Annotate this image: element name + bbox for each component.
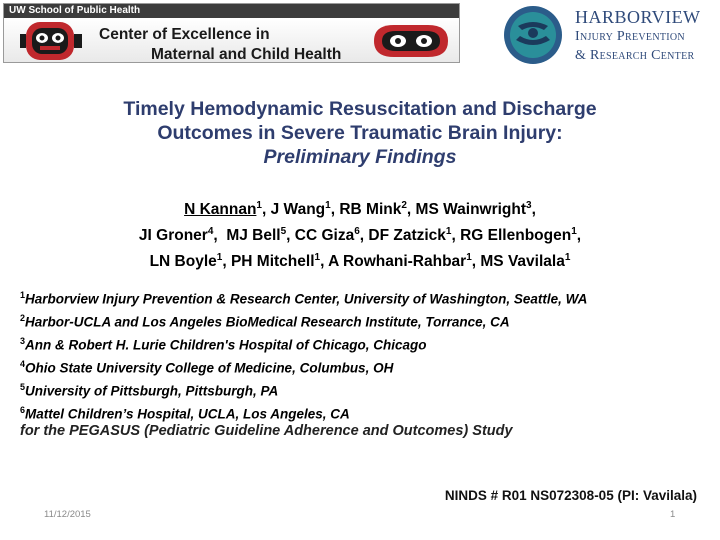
author-affiliation-number: 1 [256, 200, 262, 211]
footer-date: 11/12/2015 [44, 509, 91, 520]
author-name: RG Ellenbogen [460, 227, 572, 245]
harborview-subtitle-line3: & Research Center [575, 48, 695, 63]
affiliation-item [20, 309, 710, 332]
affiliation-item [20, 355, 710, 378]
author-affiliation-number: 1 [445, 226, 452, 238]
harborview-name: HARBORVIEW [575, 7, 701, 27]
author-affiliation-number: 2 [401, 200, 407, 211]
author-separator: , [406, 201, 416, 219]
center-title [99, 25, 341, 63]
affiliation-number: 6 [20, 405, 26, 415]
harborview-wordmark [575, 7, 701, 65]
author-name: DF Zatzick [368, 227, 446, 245]
affiliation-text: Ohio State University College of Medicine, Columbus, OH [25, 360, 394, 376]
author-separator: , [213, 227, 227, 245]
affiliation-text: Harbor-UCLA and Los Angeles BioMedical Research Institute, Torrance, CA [25, 314, 510, 330]
author-line [20, 221, 700, 247]
author-affiliation-number: 1 [325, 200, 331, 211]
author-affiliation-number: 5 [280, 226, 287, 238]
uw-school-label: UW School of Public Health [4, 4, 459, 18]
center-title-line1: Center of Excellence in [99, 26, 270, 43]
author-name: N Kannan [184, 201, 257, 219]
affiliation-list [20, 286, 710, 424]
title-subtitle: Preliminary Findings [263, 146, 457, 168]
affiliation-item [20, 286, 710, 309]
affiliation-number: 4 [20, 359, 26, 369]
uw-mch-banner [3, 3, 460, 63]
slide-title [20, 97, 700, 169]
author-separator: , [359, 227, 369, 245]
grant-number: NINDS # R01 NS072308-05 (PI: Vavilala) [444, 488, 697, 503]
author-name: MS Vavilala [480, 253, 565, 271]
study-statement: for the PEGASUS (Pediatric Guideline Adherence and Outcomes) Study [20, 423, 513, 439]
author-affiliation-number: 4 [207, 226, 214, 238]
northwest-art-left-icon [20, 20, 82, 62]
author-separator: , [471, 253, 481, 271]
author-name: LN Boyle [149, 253, 217, 271]
affiliation-number: 3 [20, 336, 26, 346]
author-affiliation-number: 3 [526, 200, 532, 211]
harborview-logo-icon [498, 4, 568, 66]
affiliation-text: Mattel Children’s Hospital, UCLA, Los Angeles, CA [25, 406, 350, 422]
author-separator: , [320, 253, 329, 271]
page-number: 1 [670, 509, 676, 520]
author-line [20, 247, 700, 273]
banner-body [4, 18, 459, 62]
author-affiliation-number: 1 [571, 226, 577, 238]
affiliation-number: 5 [20, 382, 26, 392]
author-name: A Rowhani-Rahbar [328, 253, 467, 271]
author-separator: , [576, 227, 582, 245]
author-separator: , [451, 227, 461, 245]
author-affiliation-number: 1 [466, 252, 472, 264]
author-line [20, 195, 700, 221]
author-affiliation-number: 6 [354, 226, 360, 238]
affiliation-number: 2 [20, 313, 26, 323]
author-name: RB Mink [339, 201, 402, 219]
title-line2: Outcomes in Severe Traumatic Brain Injury: [157, 122, 563, 144]
author-name: CC Giza [294, 227, 355, 245]
author-list [20, 195, 700, 273]
affiliation-number: 1 [20, 290, 26, 300]
affiliation-text: Harborview Injury Prevention & Research Center, University of Washington, Seattle, WA [25, 291, 588, 307]
author-name: PH Mitchell [230, 253, 315, 271]
author-separator: , [531, 201, 536, 219]
author-name: MJ Bell [226, 227, 281, 245]
center-title-line2: Maternal and Child Health [151, 46, 342, 63]
affiliation-text: Ann & Robert H. Lurie Children's Hospital of Chicago, Chicago [25, 337, 427, 353]
author-name: JI Groner [138, 227, 208, 245]
affiliation-text: University of Pittsburgh, Pittsburgh, PA [25, 383, 279, 399]
northwest-art-right-icon [370, 21, 452, 61]
author-affiliation-number: 1 [564, 252, 571, 264]
author-affiliation-number: 1 [314, 252, 321, 264]
affiliation-item [20, 401, 710, 424]
affiliation-item [20, 332, 710, 355]
harborview-subtitle-line2: Injury Prevention [575, 29, 685, 44]
author-affiliation-number: 1 [216, 252, 223, 264]
author-separator: , [222, 253, 231, 271]
author-separator: , [330, 201, 340, 219]
author-name: MS Wainwright [415, 201, 527, 219]
title-line1: Timely Hemodynamic Resuscitation and Discharge [123, 98, 597, 120]
affiliation-item [20, 378, 710, 401]
author-separator: , [261, 201, 271, 219]
author-name: J Wang [270, 201, 326, 219]
author-separator: , [286, 227, 295, 245]
